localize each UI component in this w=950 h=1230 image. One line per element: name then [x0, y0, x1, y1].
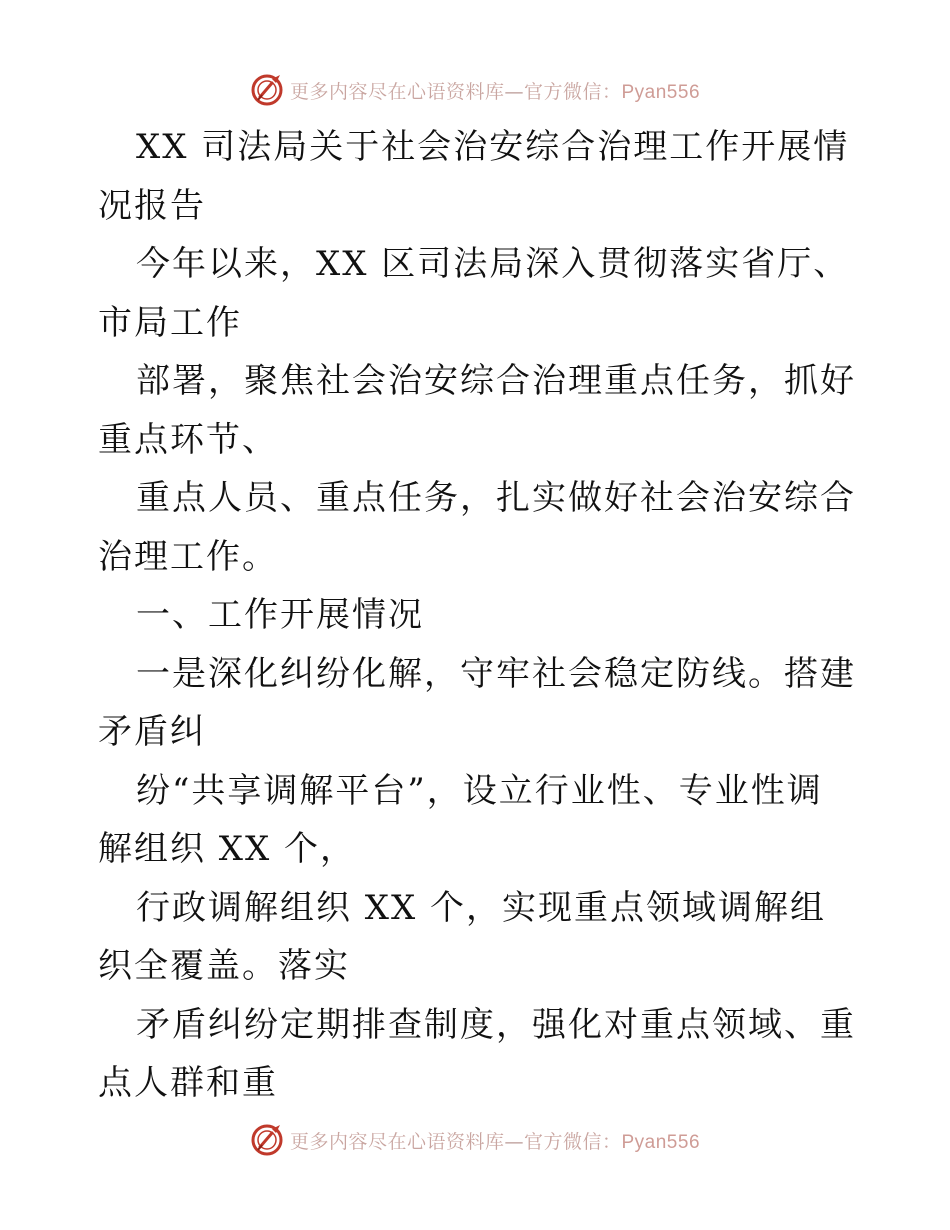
- banner-wechat-id: Pyan556: [621, 81, 701, 103]
- banner-slogan: 更多内容尽在心语资料库: [289, 1130, 505, 1153]
- banner-wechat-id: Pyan556: [621, 1131, 701, 1153]
- section-heading: 一、工作开展情况: [136, 595, 424, 635]
- doc-paragraph: 矛盾纠纷定期排查制度，强化对重点领域、重点人群和重: [98, 1004, 856, 1103]
- doc-paragraph: 纷“共享调解平台”，设立行业性、专业性调解组织 XX 个，: [98, 770, 823, 869]
- header-banner: [0, 70, 950, 110]
- footer-banner: [0, 1120, 950, 1160]
- footer-banner-text: [290, 1127, 700, 1154]
- doc-paragraph: 部署，聚焦社会治安综合治理重点任务，抓好重点环节、: [98, 361, 856, 460]
- document-body: [98, 118, 858, 1113]
- doc-paragraph: 行政调解组织 XX 个，实现重点领域调解组织全覆盖。落实: [98, 887, 827, 986]
- doc-paragraph: 一是深化纠纷化解，守牢社会稳定防线。搭建矛盾纠: [98, 653, 856, 752]
- pen-logo-icon: [250, 73, 284, 107]
- pen-logo-icon: [250, 1123, 284, 1157]
- banner-separator: —: [504, 80, 524, 103]
- banner-slogan: 更多内容尽在心语资料库: [289, 80, 505, 103]
- banner-separator: —: [504, 1130, 524, 1153]
- banner-wechat-label: 官方微信：: [523, 80, 622, 103]
- doc-title: XX 司法局关于社会治安综合治理工作开展情况报告: [98, 127, 850, 226]
- banner-wechat-label: 官方微信：: [523, 1130, 622, 1153]
- doc-paragraph: 重点人员、重点任务，扎实做好社会治安综合治理工作。: [98, 478, 856, 577]
- header-banner-text: [290, 77, 700, 104]
- doc-paragraph: 今年以来，XX 区司法局深入贯彻落实省厅、市局工作: [98, 244, 850, 343]
